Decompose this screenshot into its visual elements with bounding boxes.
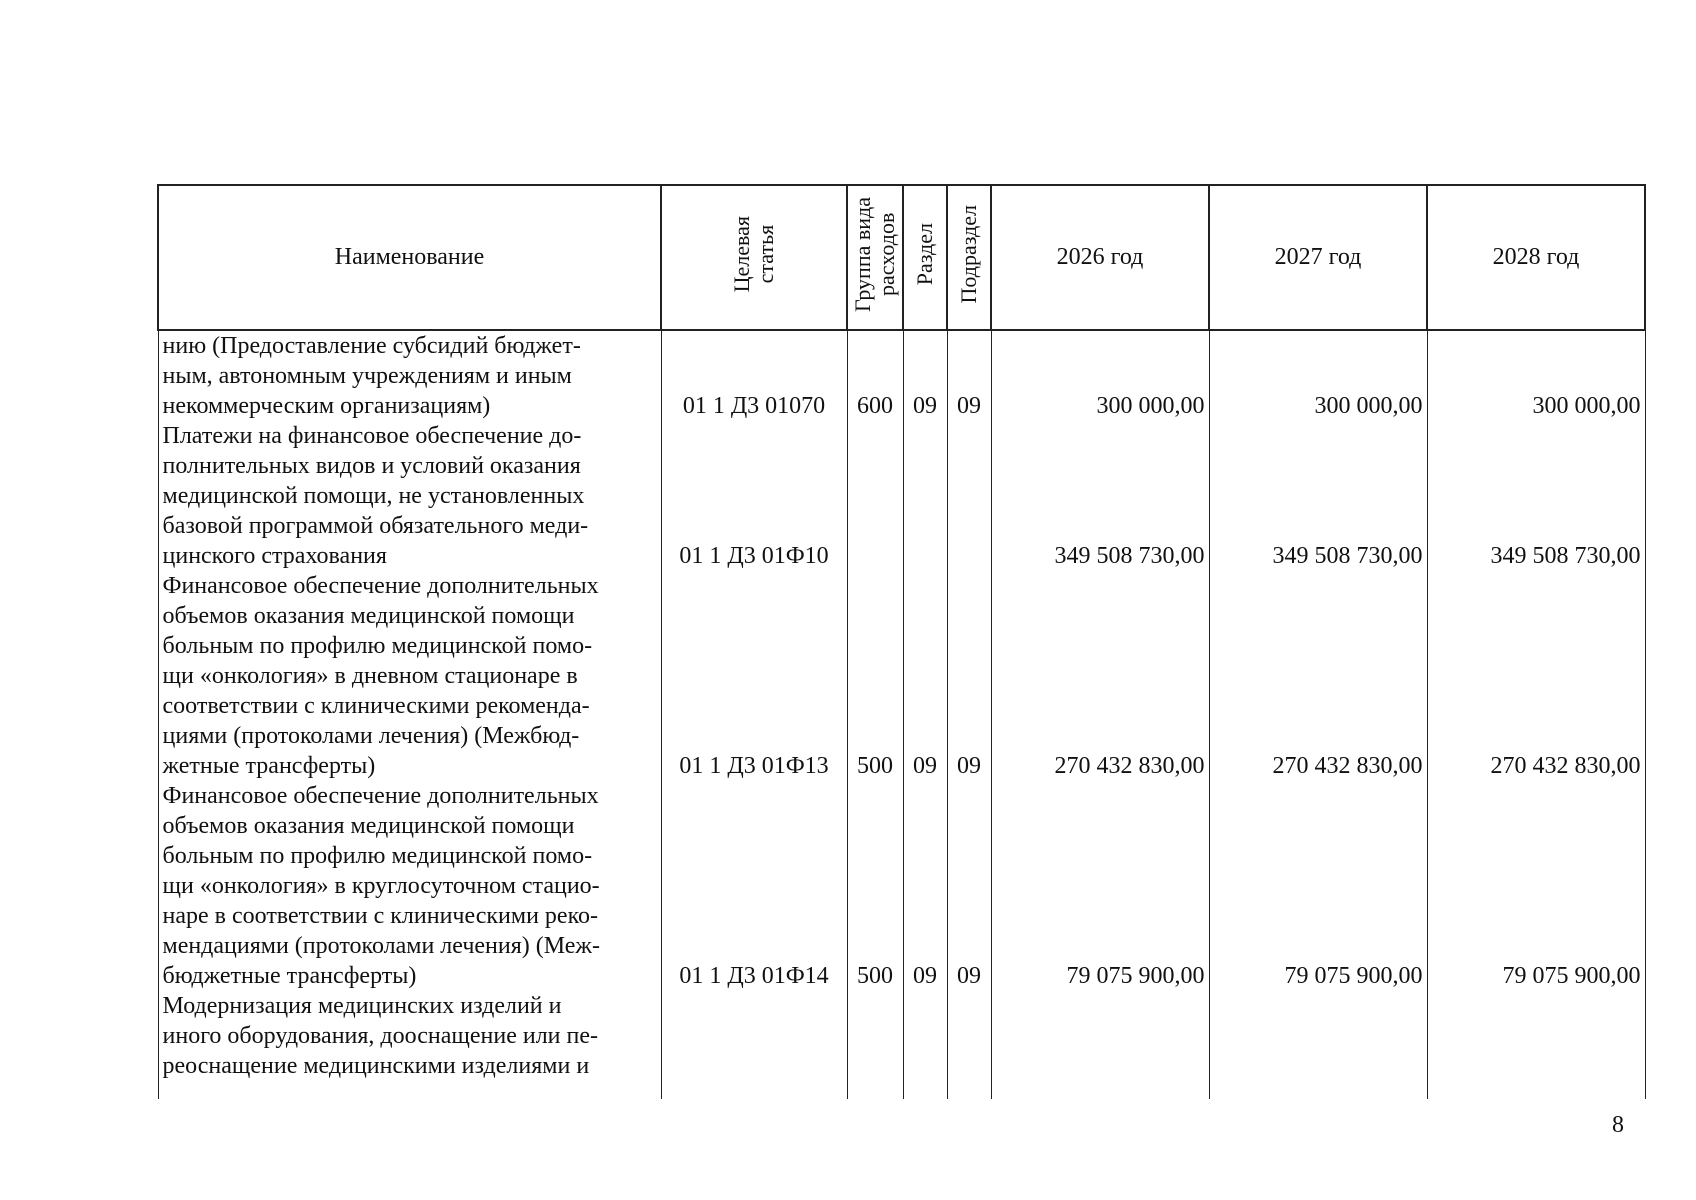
row-target-article [661,991,847,1099]
header-year-2028: 2028 год [1427,185,1645,330]
row-target-article: 01 1 Д3 01Ф14 [661,781,847,991]
row-name: нию (Предоставление субсидий бюджет- ным, автономным учреждениям и иным некоммерческим организациям) [158,330,661,421]
table-row [158,330,1645,421]
row-section: 09 [903,330,947,421]
page-number: 8 [1612,1112,1624,1138]
header-name: Наименование [158,185,661,330]
row-amount-2028: 270 432 830,00 [1427,571,1645,781]
row-name: Модернизация медицинских изделий и иного оборудования, дооснащение или пе- реоснащение медицинскими изделиями и [158,991,661,1099]
row-amount-2028: 349 508 730,00 [1427,421,1645,571]
row-amount-2027: 300 000,00 [1209,330,1427,421]
row-amount-2026: 300 000,00 [991,330,1209,421]
header-subsection: Подраздел [947,185,991,330]
row-subsection [947,991,991,1099]
header-expense-group: Группа вида расходов [847,185,903,330]
row-amount-2027: 349 508 730,00 [1209,421,1427,571]
row-expense-group: 600 [847,330,903,421]
row-amount-2027 [1209,991,1427,1099]
row-expense-group [847,991,903,1099]
row-amount-2026: 270 432 830,00 [991,571,1209,781]
header-year-2027: 2027 год [1209,185,1427,330]
header-section: Раздел [903,185,947,330]
row-amount-2027: 79 075 900,00 [1209,781,1427,991]
row-amount-2027: 270 432 830,00 [1209,571,1427,781]
row-section [903,991,947,1099]
row-target-article: 01 1 Д3 01Ф13 [661,571,847,781]
row-section [903,421,947,571]
row-subsection [947,421,991,571]
table-row [158,421,1645,571]
row-amount-2028: 79 075 900,00 [1427,781,1645,991]
row-amount-2028: 300 000,00 [1427,330,1645,421]
row-subsection: 09 [947,571,991,781]
row-expense-group: 500 [847,571,903,781]
row-section: 09 [903,571,947,781]
row-target-article: 01 1 Д3 01070 [661,330,847,421]
table-row [158,781,1645,991]
row-target-article: 01 1 Д3 01Ф10 [661,421,847,571]
row-name: Финансовое обеспечение дополнительных объемов оказания медицинской помощи больным по профилю медицинской помо- щи «онкология» в круглосуточном стацио- наре в соответствии с клиническими реко- мендациями (протоколами лечения) (Меж- бюджетные трансферты) [158,781,661,991]
table-row [158,991,1645,1099]
table-header-row [158,185,1645,330]
row-name: Финансовое обеспечение дополнительных объемов оказания медицинской помощи больным по профилю медицинской помо- щи «онкология» в дневном стационаре в соответствии с клиническими рекоменда- циями (протоколами лечения) (Межбюд- жетные трансферты) [158,571,661,781]
header-year-2026: 2026 год [991,185,1209,330]
row-expense-group [847,421,903,571]
row-amount-2026 [991,991,1209,1099]
budget-table [157,184,1646,1099]
row-name: Платежи на финансовое обеспечение до- полнительных видов и условий оказания медицинской помощи, не установленных базовой программой обязательного меди- цинского страхования [158,421,661,571]
row-section: 09 [903,781,947,991]
header-target-article: Целевая статья [661,185,847,330]
row-subsection: 09 [947,781,991,991]
row-amount-2026: 349 508 730,00 [991,421,1209,571]
row-amount-2028 [1427,991,1645,1099]
row-amount-2026: 79 075 900,00 [991,781,1209,991]
table-row [158,571,1645,781]
row-subsection: 09 [947,330,991,421]
row-expense-group: 500 [847,781,903,991]
